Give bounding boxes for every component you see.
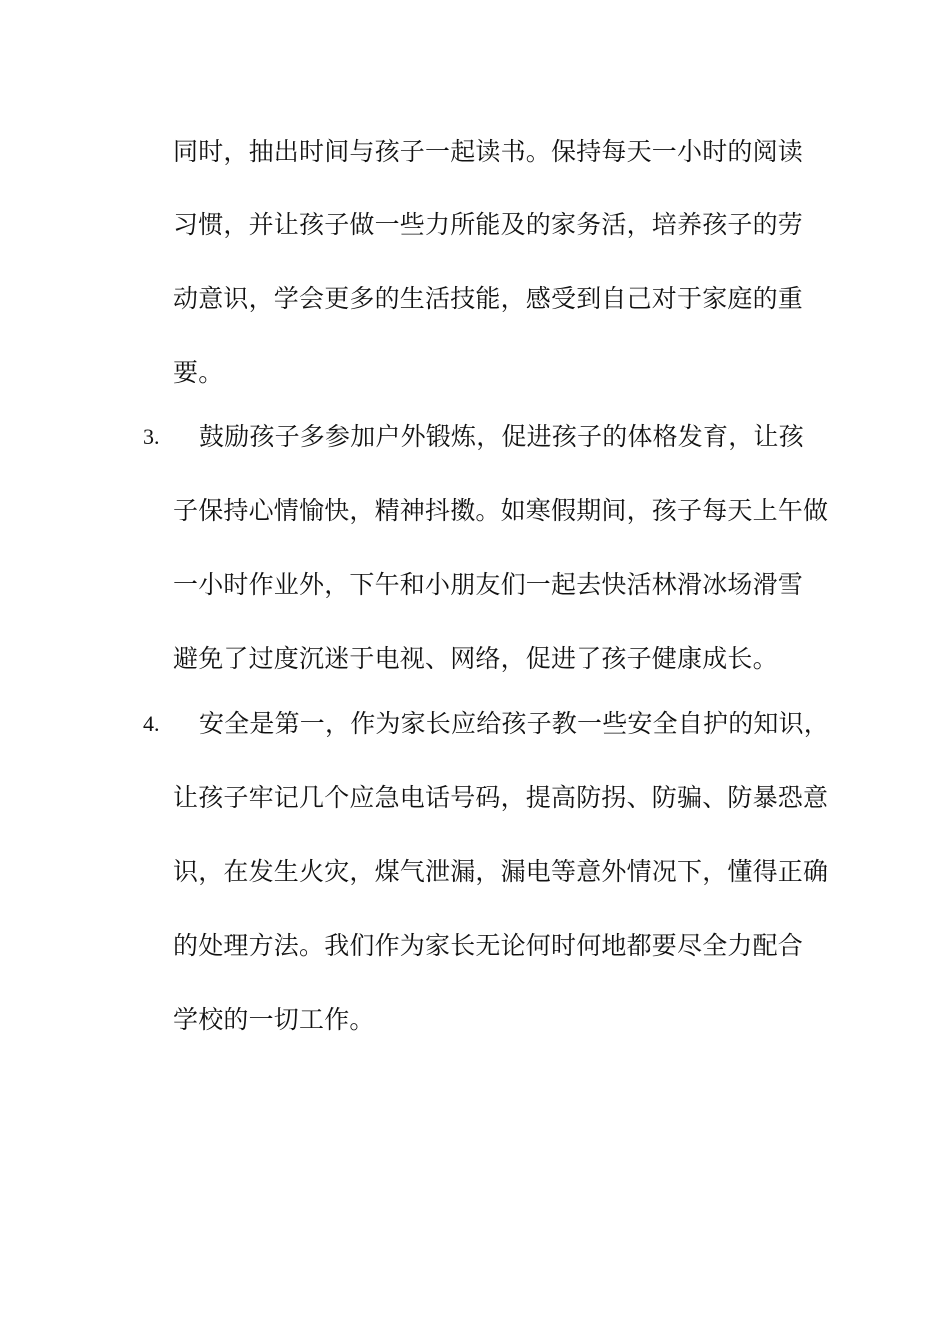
list-item-3-line: 一小时作业外，下午和小朋友们一起去快活林滑冰场滑雪 — [173, 570, 804, 599]
list-item-4-line: 安全是第一，作为家长应给孩子教一些安全自护的知识， — [199, 709, 830, 738]
list-item-3-line: 避免了过度沉迷于电视、网络，促进了孩子健康成长。 — [173, 644, 778, 673]
paragraph-line: 习惯，并让孩子做一些力所能及的家务活，培养孩子的劳 — [173, 210, 804, 239]
paragraph-line: 要。 — [173, 358, 224, 387]
list-item-3-line: 鼓励孩子多参加户外锻炼，促进孩子的体格发育，让孩 — [199, 422, 804, 451]
paragraph-line: 同时，抽出时间与孩子一起读书。保持每天一小时的阅读 — [173, 137, 804, 166]
list-number-3: 3. — [143, 424, 160, 449]
list-item-4-line: 的处理方法。我们作为家长无论何时何地都要尽全力配合 — [173, 931, 804, 960]
list-item-4-line: 识，在发生火灾，煤气泄漏，漏电等意外情况下，懂得正确 — [173, 857, 829, 886]
list-item-4-line: 让孩子牢记几个应急电话号码，提高防拐、防骗、防暴恐意 — [173, 783, 829, 812]
list-item-4-line: 学校的一切工作。 — [173, 1005, 375, 1034]
list-number-4: 4. — [143, 711, 160, 736]
paragraph-line: 动意识，学会更多的生活技能，感受到自己对于家庭的重 — [173, 284, 804, 313]
list-item-3-line: 子保持心情愉快，精神抖擞。如寒假期间，孩子每天上午做 — [173, 496, 829, 525]
